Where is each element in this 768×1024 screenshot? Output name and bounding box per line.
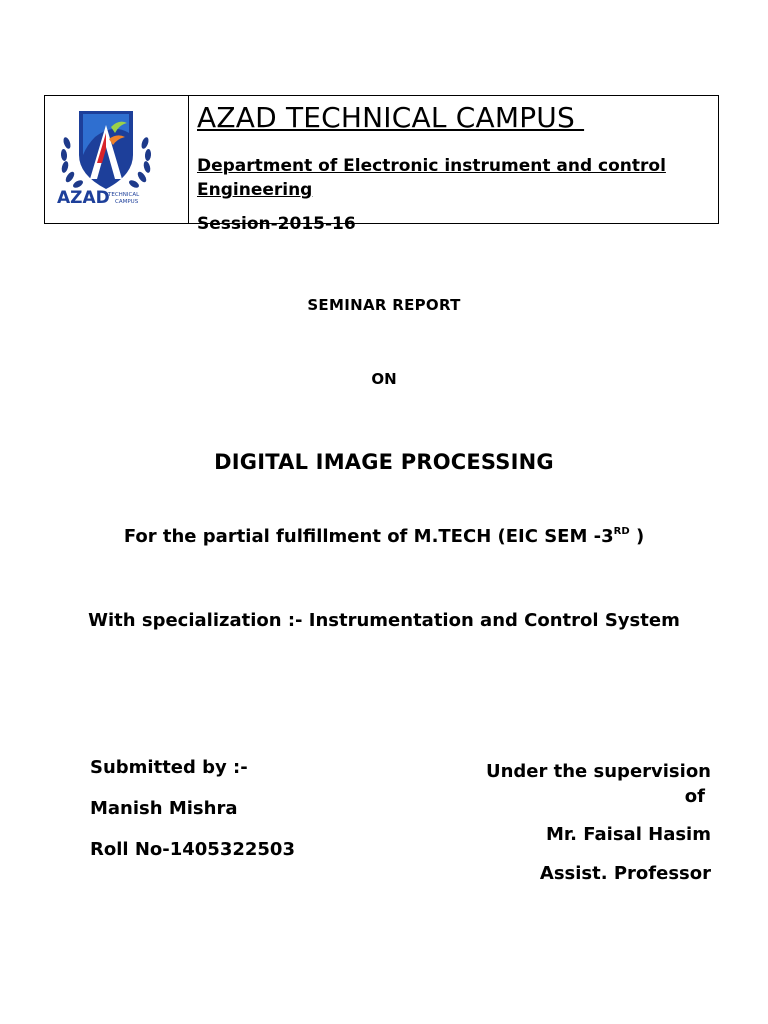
header-box [44, 95, 719, 234]
header-text-cell [197, 96, 718, 234]
logo-cell [45, 96, 189, 223]
logo-emblem-icon [53, 103, 161, 209]
roll-number: Roll No-1405322503 [90, 839, 295, 860]
supervision-label: Under the supervision [485, 761, 711, 782]
svg-text:AZAD: AZAD [57, 188, 110, 208]
svg-text:TECHNICAL: TECHNICAL [108, 192, 140, 198]
purpose-line [0, 526, 768, 547]
report-topic: DIGITAL IMAGE PROCESSING [214, 450, 554, 474]
supervisor-name: Mr. Faisal Hasim [545, 824, 711, 845]
student-name: Manish Mishra [90, 798, 238, 819]
submitted-by-label: Submitted by :- [90, 757, 248, 778]
session-text: Session-2015-16 [197, 214, 356, 234]
supervision-of: of [684, 786, 705, 807]
svg-text:CAMPUS: CAMPUS [115, 199, 139, 205]
supervisor-title: Assist. Professor [539, 863, 711, 884]
campus-logo [53, 103, 161, 209]
purpose-main: For the partial fulfillment of M.TECH (EIC SEM -3 [123, 526, 614, 547]
supervision-block [485, 761, 711, 884]
purpose-end: ) [629, 526, 645, 547]
department-name: Department of Electronic instrument and control Engineering [197, 156, 666, 200]
seminar-report-heading: SEMINAR REPORT [307, 296, 461, 314]
campus-title: AZAD TECHNICAL CAMPUS [197, 101, 585, 134]
purpose-superscript: RD [613, 526, 630, 537]
specialization-line: With specialization :- Instrumentation and Control System [88, 610, 680, 631]
on-text: ON [371, 370, 397, 388]
submitted-by-block [90, 757, 295, 880]
